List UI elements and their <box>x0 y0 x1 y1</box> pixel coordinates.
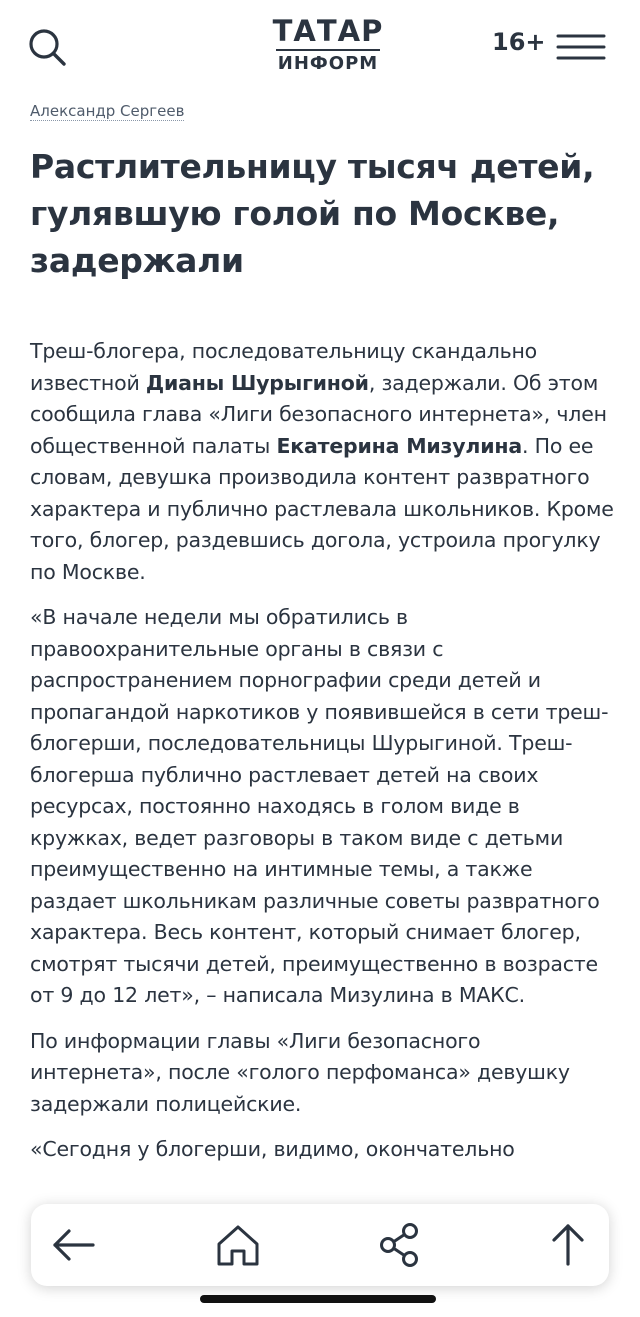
scroll-top-icon <box>543 1220 593 1270</box>
paragraph-text: Треш-блогера, последовательницу скандально известной <box>30 339 538 395</box>
person-name-shurygina: Дианы Шурыгиной <box>145 370 369 395</box>
home-indicator[interactable] <box>200 1295 436 1303</box>
person-name-mizulina: Екатерина Мизулина <box>276 433 523 458</box>
article-paragraph: По информации главы «Лиги безопасного интернета», после «голого перфоманса» девушку задержали полицейские. <box>30 1028 570 1116</box>
paragraph-text: , задержали. Об этом сообщила глава «Лиги безопасного интернета», член общественной палаты <box>30 370 607 458</box>
logo-line-2: ИНФОРМ <box>277 53 379 74</box>
paragraph-text: . По ее словам, девушка производила контент развратного характера и публично растлевала школьников. Кроме того, блогер, раздевшись догола, устроила прогулку по Москве. <box>30 433 614 584</box>
article-title: Растлительницу тысяч детей, гулявшую голой по Москве, задержали <box>30 147 595 280</box>
share-button[interactable] <box>375 1220 425 1270</box>
article <box>30 96 615 1260</box>
bottom-nav-bar <box>31 1204 609 1286</box>
menu-icon <box>556 30 606 64</box>
article-paragraph <box>30 336 615 588</box>
home-icon <box>213 1220 263 1270</box>
logo-divider <box>276 49 380 51</box>
paragraph-text: «Сегодня у блогерши, видимо, окончательно <box>30 1137 515 1161</box>
search-icon <box>26 26 70 70</box>
logo-line-1: ТАТАР <box>272 14 384 48</box>
search-button[interactable] <box>26 26 70 70</box>
article-quote-paragraph: «В начале недели мы обратились в правоохранительные органы в связи с распространением порнографии среди детей и пропагандой наркотиков у появившейся в сети треш-блогерши, последовательницы Шурыгиной. Треш-блогерша публично растлевает детей на своих ресурсах, постоянно находясь в голом виде в кружках, ведет разговоры в таком виде с детьми преимущественно на интимные темы, а также раздает школьникам различные советы развратного характера. Весь контент, который снимает блогер, смотрят тысячи детей, преимущественно в возрасте от 9 до 12 лет», – написала Мизулина в МАКС. <box>30 605 609 1007</box>
menu-button[interactable] <box>556 30 606 64</box>
back-button[interactable] <box>49 1220 99 1270</box>
scroll-top-button[interactable] <box>543 1220 593 1270</box>
author-link[interactable]: Александр Сергеев <box>30 102 185 120</box>
site-header <box>0 0 640 96</box>
age-rating-badge: 16+ <box>492 28 546 56</box>
home-button[interactable] <box>213 1220 263 1270</box>
share-icon <box>375 1220 425 1270</box>
site-logo[interactable] <box>270 14 386 78</box>
back-arrow-icon <box>49 1220 99 1270</box>
